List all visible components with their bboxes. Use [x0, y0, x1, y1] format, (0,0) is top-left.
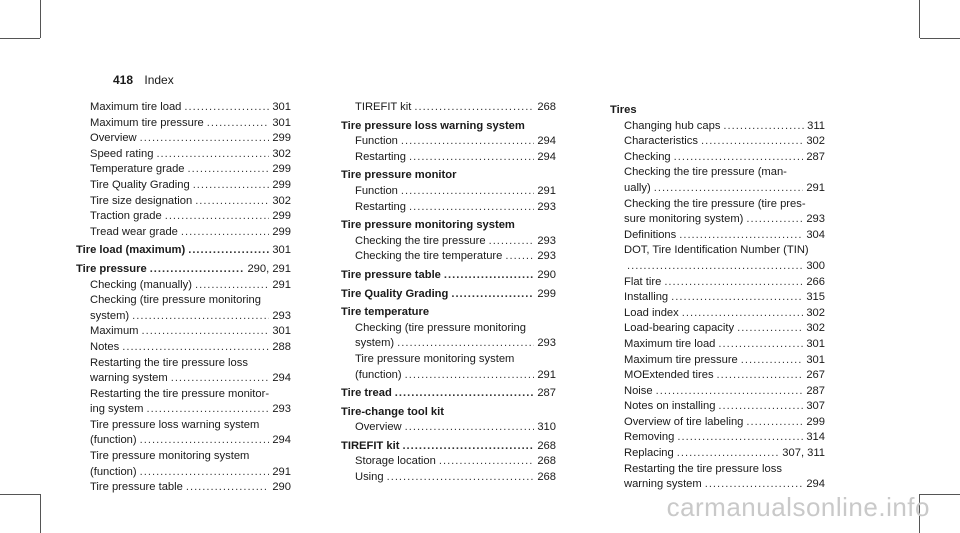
page-reference[interactable]: 310	[537, 421, 556, 434]
index-sub-entry[interactable]	[610, 430, 825, 446]
entry-label: sure monitoring system)	[624, 213, 744, 226]
entry-label: Overview	[90, 132, 137, 145]
entry-label: Checking (manually)	[90, 278, 192, 291]
leader-dots	[505, 249, 534, 265]
entry-label: Function	[355, 184, 398, 197]
entry-label: system)	[355, 337, 395, 350]
index-sub-entry[interactable]	[610, 119, 825, 135]
leader-dots	[165, 209, 270, 225]
leader-dots	[186, 480, 269, 496]
page-reference[interactable]: 302	[806, 306, 825, 319]
index-entry-text: DOT, Tire Identification Number (TIN)	[624, 244, 809, 257]
leader-dots	[723, 119, 804, 135]
index-sub-entry[interactable]	[610, 150, 825, 166]
leader-dots	[671, 290, 803, 306]
index-heading: Tire-change tool kit	[341, 405, 444, 418]
leader-dots	[401, 134, 534, 150]
page-reference[interactable]: 304	[806, 228, 825, 241]
page-reference[interactable]: 294	[537, 150, 556, 163]
leader-dots	[677, 430, 803, 446]
page-reference[interactable]: 287	[806, 150, 825, 163]
entry-label: Tire size designation	[90, 194, 193, 207]
index-sub-entry[interactable]	[76, 371, 291, 387]
page-reference[interactable]: 293	[537, 234, 556, 247]
page-reference[interactable]: 293	[806, 213, 825, 226]
watermark-logo: carmanualsonline.info	[666, 492, 930, 522]
leader-dots	[405, 368, 535, 384]
leader-dots	[140, 465, 270, 481]
entry-label: MOExtended tires	[624, 369, 714, 382]
leader-dots	[181, 225, 269, 241]
page-reference[interactable]: 290	[272, 481, 291, 494]
leader-dots	[402, 439, 534, 455]
entry-label: Replacing	[624, 447, 674, 460]
leader-dots	[188, 243, 269, 259]
crop-mark	[920, 38, 960, 39]
leader-dots	[188, 162, 270, 178]
page-reference[interactable]: 302	[272, 147, 291, 160]
entry-label: Tire tread	[341, 387, 392, 400]
leader-dots	[141, 324, 269, 340]
entry-label: (function)	[90, 434, 137, 447]
entry-label: Load-bearing capacity	[624, 322, 735, 335]
index-sub-entry[interactable]	[76, 194, 291, 210]
crop-mark	[40, 0, 41, 38]
page-reference[interactable]: 307, 311	[782, 447, 825, 460]
index-entry-text: Restarting the tire pressure loss	[90, 356, 248, 369]
index-main-entry[interactable]	[341, 268, 556, 284]
entry-label: Speed rating	[90, 147, 154, 160]
page-reference[interactable]: 293	[537, 250, 556, 263]
entry-label: Maximum tire pressure	[90, 116, 204, 129]
leader-dots	[132, 309, 269, 325]
index-sub-entry[interactable]	[610, 415, 825, 431]
index-column-1	[76, 100, 291, 496]
crop-mark	[40, 494, 41, 533]
leader-dots	[674, 150, 804, 166]
index-main-entry[interactable]	[341, 439, 556, 455]
leader-dots	[718, 337, 803, 353]
page-reference[interactable]: 301	[272, 325, 291, 338]
page-header	[113, 73, 174, 87]
index-sub-entry[interactable]	[341, 234, 556, 250]
page-reference[interactable]: 291	[806, 181, 825, 194]
entry-label: Temperature grade	[90, 163, 185, 176]
page-reference[interactable]: 301	[806, 337, 825, 350]
leader-dots	[195, 194, 269, 210]
index-sub-entry[interactable]	[76, 147, 291, 163]
index-sub-entry[interactable]	[610, 399, 825, 415]
leader-dots	[682, 306, 804, 322]
index-sub-entry[interactable]	[76, 178, 291, 194]
index-sub-entry[interactable]	[76, 480, 291, 496]
index-sub-entry[interactable]	[76, 162, 291, 178]
entry-label: Maximum tire load	[624, 337, 716, 350]
page-reference[interactable]: 291	[272, 465, 291, 478]
page-reference[interactable]: 291	[537, 368, 556, 381]
index-entry-text: Checking the tire pressure (tire pres-	[624, 197, 806, 210]
page-reference[interactable]: 299	[272, 225, 291, 238]
entry-label: Checking the tire pressure	[355, 234, 486, 247]
leader-dots	[184, 100, 269, 116]
entry-label: TIREFIT kit	[355, 101, 412, 113]
entry-label: ually)	[624, 181, 651, 194]
index-sub-entry[interactable]	[76, 433, 291, 449]
index-entry-text: Restarting the tire pressure monitor-	[90, 387, 270, 400]
leader-dots	[122, 340, 269, 356]
index-sub-entry[interactable]	[610, 368, 825, 384]
index-entry-text: Checking (tire pressure monitoring	[355, 321, 526, 334]
index-main-entry[interactable]	[76, 262, 291, 278]
leader-dots	[654, 181, 804, 197]
page-reference[interactable]: 314	[806, 431, 825, 444]
leader-dots	[387, 470, 535, 486]
page-reference[interactable]: 291	[537, 184, 556, 197]
leader-dots	[656, 384, 804, 400]
page-reference[interactable]: 268	[537, 455, 556, 468]
page-reference[interactable]: 288	[272, 340, 291, 353]
entry-label: (function)	[90, 465, 137, 478]
leader-dots	[395, 386, 535, 402]
leader-dots	[146, 402, 269, 418]
page-reference[interactable]: 290	[537, 268, 556, 281]
entry-label: Tread wear grade	[90, 225, 178, 238]
page-reference[interactable]: 266	[806, 275, 825, 288]
leader-dots	[717, 368, 804, 384]
page-reference[interactable]: 268	[537, 101, 556, 113]
leader-dots	[171, 371, 270, 387]
index-heading: Tires	[610, 104, 637, 116]
leader-dots	[705, 477, 804, 493]
entry-label: Restarting	[355, 200, 406, 213]
index-sub-entry[interactable]	[341, 134, 556, 150]
entry-label: Tire pressure table	[90, 481, 183, 494]
leader-dots	[677, 446, 780, 462]
index-sub-entry[interactable]	[610, 275, 825, 291]
index-sub-entry[interactable]	[341, 100, 556, 116]
crop-mark	[919, 0, 920, 38]
leader-dots	[746, 212, 803, 228]
index-sub-entry[interactable]	[610, 384, 825, 400]
crop-mark	[0, 38, 40, 39]
index-heading: Tire pressure monitoring system	[341, 219, 515, 232]
index-sub-entry[interactable]	[610, 181, 825, 197]
leader-dots	[414, 100, 534, 116]
leader-dots	[451, 287, 534, 303]
page-reference[interactable]: 294	[272, 434, 291, 447]
entry-label: warning system	[624, 478, 702, 491]
index-main-entry[interactable]	[76, 243, 291, 259]
page-reference[interactable]: 290, 291	[247, 262, 291, 275]
page-reference[interactable]: 299	[537, 287, 556, 300]
index-entry-text: Restarting the tire pressure loss	[624, 462, 782, 475]
leader-dots	[140, 131, 270, 147]
leader-dots	[401, 184, 534, 200]
index-sub-entry[interactable]	[610, 353, 825, 369]
leader-dots	[444, 268, 534, 284]
entry-label: ing system	[90, 403, 144, 416]
entry-label: Notes	[90, 340, 120, 353]
page-reference[interactable]: 293	[537, 200, 556, 213]
entry-label: TIREFIT kit	[341, 439, 400, 452]
page-reference[interactable]: 299	[272, 163, 291, 176]
index-entry-text: Checking the tire pressure (man-	[624, 166, 787, 179]
index-sub-entry[interactable]	[341, 368, 556, 384]
page-reference[interactable]: 294	[272, 372, 291, 385]
entry-label: Storage location	[355, 455, 436, 468]
entry-label: Tire load (maximum)	[76, 244, 186, 257]
page-reference[interactable]: 294	[806, 478, 825, 491]
index-entry-text: Checking (tire pressure monitoring	[90, 294, 261, 307]
leader-dots	[207, 116, 270, 132]
leader-dots	[156, 147, 269, 163]
index-sub-entry[interactable]	[76, 465, 291, 481]
page-reference[interactable]: 299	[272, 132, 291, 145]
leader-dots	[409, 200, 534, 216]
index-sub-entry[interactable]	[76, 402, 291, 418]
page-reference[interactable]: 315	[806, 291, 825, 304]
index-heading: Tire pressure loss warning system	[341, 119, 525, 132]
entry-label: Function	[355, 135, 398, 148]
index-sub-entry[interactable]	[76, 324, 291, 340]
entry-label: Checking	[624, 150, 671, 163]
index-sub-entry[interactable]	[76, 278, 291, 294]
page-reference[interactable]: 301	[806, 353, 825, 366]
entry-label: Traction grade	[90, 210, 162, 223]
page-reference[interactable]: 301	[272, 101, 291, 113]
crop-mark	[0, 494, 40, 495]
page-reference[interactable]: 299	[806, 415, 825, 428]
leader-dots	[140, 433, 270, 449]
entry-label: Flat tire	[624, 275, 662, 288]
page-reference[interactable]: 287	[537, 387, 556, 400]
index-sub-entry[interactable]	[610, 337, 825, 353]
entry-label: Characteristics	[624, 135, 698, 148]
entry-label: Tire Quality Grading	[341, 287, 449, 300]
leader-dots	[718, 399, 803, 415]
leader-dots	[409, 150, 534, 166]
index-sub-entry[interactable]	[610, 306, 825, 322]
index-sub-entry[interactable]	[341, 454, 556, 470]
entry-label: Removing	[624, 431, 675, 444]
section-title: Index	[144, 73, 174, 87]
index-sub-entry[interactable]	[76, 309, 291, 325]
index-sub-entry[interactable]	[610, 446, 825, 462]
index-main-entry[interactable]	[341, 287, 556, 303]
page-reference[interactable]: 267	[806, 369, 825, 382]
index-sub-entry[interactable]	[341, 249, 556, 265]
leader-dots	[664, 275, 803, 291]
leader-dots	[746, 415, 803, 431]
index-heading: Tire temperature	[341, 306, 430, 319]
page-reference[interactable]: 301	[272, 116, 291, 129]
index-sub-entry[interactable]	[610, 259, 825, 275]
page-reference[interactable]: 291	[272, 278, 291, 291]
index-sub-entry[interactable]	[76, 340, 291, 356]
index-sub-entry[interactable]	[341, 150, 556, 166]
entry-label: Definitions	[624, 228, 677, 241]
index-entry-text: Tire pressure monitoring system	[355, 352, 515, 365]
entry-label: Restarting	[355, 150, 406, 163]
index-entry-text: Tire pressure monitoring system	[90, 450, 250, 463]
page-reference[interactable]: 301	[272, 244, 291, 257]
entry-label: Installing	[624, 291, 669, 304]
entry-label: Checking the tire temperature	[355, 250, 503, 263]
index-sub-entry[interactable]	[341, 200, 556, 216]
leader-dots	[741, 353, 804, 369]
entry-label: Noise	[624, 384, 653, 397]
entry-label: Changing hub caps	[624, 119, 721, 132]
page-reference[interactable]: 311	[807, 119, 825, 132]
leader-dots	[627, 259, 803, 275]
entry-label: Overview	[355, 421, 402, 434]
index-heading: Tire pressure monitor	[341, 169, 457, 182]
index-sub-entry[interactable]	[76, 209, 291, 225]
page-reference[interactable]: 268	[537, 471, 556, 484]
entry-label: Maximum	[90, 325, 139, 338]
page-reference[interactable]: 293	[272, 403, 291, 416]
index-sub-entry[interactable]	[341, 470, 556, 486]
leader-dots	[193, 178, 270, 194]
page-reference[interactable]: 268	[537, 439, 556, 452]
leader-dots	[439, 454, 534, 470]
entry-label: Overview of tire labeling	[624, 415, 744, 428]
entry-label: Tire Quality Grading	[90, 178, 190, 191]
page-reference[interactable]: 302	[806, 135, 825, 148]
index-sub-entry[interactable]	[76, 100, 291, 116]
index-sub-entry[interactable]	[341, 336, 556, 352]
index-sub-entry[interactable]	[610, 212, 825, 228]
page-reference[interactable]: 302	[272, 194, 291, 207]
entry-label: Using	[355, 471, 384, 484]
index-sub-entry[interactable]	[610, 228, 825, 244]
index-sub-entry[interactable]	[76, 131, 291, 147]
page-reference[interactable]: 302	[806, 322, 825, 335]
entry-label: system)	[90, 309, 130, 322]
index-column-2	[341, 100, 556, 486]
entry-label: Maximum tire load	[90, 101, 182, 113]
index-sub-entry[interactable]	[610, 290, 825, 306]
page-reference[interactable]: 307	[806, 400, 825, 413]
page-reference[interactable]: 294	[537, 135, 556, 148]
index-sub-entry[interactable]	[341, 420, 556, 436]
page-number: 418	[113, 73, 134, 87]
page-reference[interactable]: 287	[806, 384, 825, 397]
entry-label: warning system	[90, 372, 168, 385]
page-reference[interactable]: 299	[272, 178, 291, 191]
leader-dots	[737, 321, 803, 337]
page-reference[interactable]: 300	[806, 259, 825, 272]
leader-dots	[701, 134, 803, 150]
index-sub-entry[interactable]	[610, 321, 825, 337]
leader-dots	[405, 420, 535, 436]
index-entry-text: Tire pressure loss warning system	[90, 418, 260, 431]
leader-dots	[397, 336, 534, 352]
index-main-entry[interactable]	[341, 386, 556, 402]
entry-label: Notes on installing	[624, 400, 716, 413]
index-sub-entry[interactable]	[76, 116, 291, 132]
entry-label: Tire pressure	[76, 262, 147, 275]
index-sub-entry[interactable]	[610, 477, 825, 493]
leader-dots	[679, 228, 803, 244]
index-sub-entry[interactable]	[610, 134, 825, 150]
leader-dots	[150, 262, 245, 278]
leader-dots	[489, 234, 535, 250]
page-reference[interactable]: 293	[272, 309, 291, 322]
leader-dots	[195, 278, 269, 294]
index-sub-entry[interactable]	[341, 184, 556, 200]
entry-label: Maximum tire pressure	[624, 353, 738, 366]
entry-label: (function)	[355, 368, 402, 381]
page-reference[interactable]: 293	[537, 337, 556, 350]
page-reference[interactable]: 299	[272, 210, 291, 223]
entry-label: Tire pressure table	[341, 268, 441, 281]
index-column-3	[610, 100, 825, 493]
index-sub-entry[interactable]	[76, 225, 291, 241]
entry-label: Load index	[624, 306, 679, 319]
